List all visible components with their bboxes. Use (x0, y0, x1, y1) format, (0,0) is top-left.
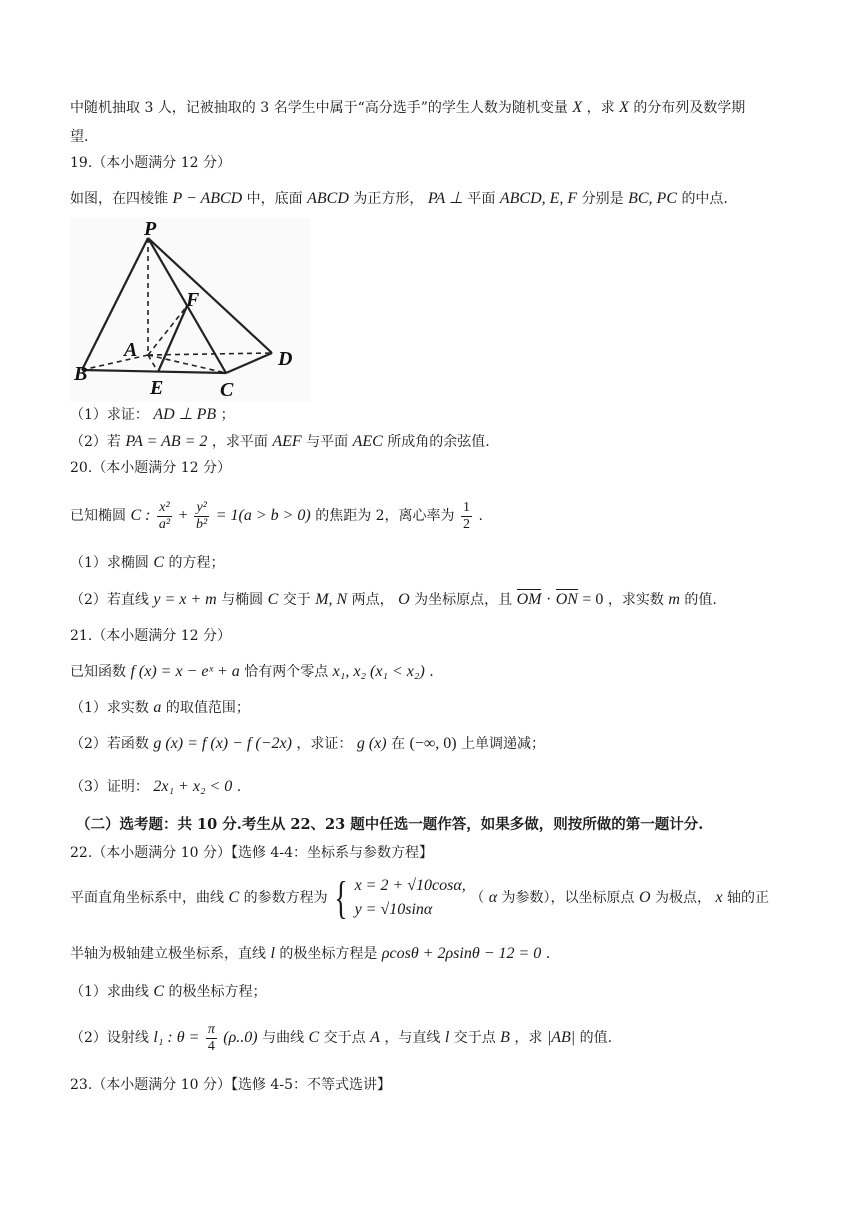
var-x: X (619, 99, 629, 116)
text: 为极点， (655, 890, 712, 906)
q22-intro (70, 870, 769, 926)
math: a (153, 699, 162, 716)
text: 为参数），以坐标原点 (501, 890, 635, 906)
text: 两点， (351, 592, 394, 608)
text: 的方程； (168, 555, 225, 571)
math: O (398, 591, 410, 608)
text: （2）设射线 (70, 1030, 149, 1046)
label-c: C (220, 379, 234, 401)
text: 交于点 (323, 1030, 366, 1046)
math: g (x) (356, 735, 387, 752)
question-header: 23.（本小题满分 10 分）【选修 4-5：不等式选讲】 (70, 1077, 391, 1093)
label-f: F (186, 289, 200, 311)
math: C (267, 591, 279, 608)
math: 2x₁ + x₂ < 0 (153, 778, 233, 795)
text: 与平面 (306, 434, 349, 450)
q20-intro (70, 493, 483, 539)
math: PA = AB = 2 (125, 433, 208, 450)
equation-x: x = 2 + √10cosα, (354, 877, 466, 894)
text: 的极坐标方程； (168, 984, 267, 1000)
q19-part2 (70, 432, 490, 452)
text: ，求实数 (607, 592, 664, 608)
math: ABCD, E, F (499, 190, 578, 207)
text: 分别是 (581, 191, 624, 207)
text: 平面直角坐标系中，曲线 (70, 890, 224, 906)
text: 的极坐标方程是 (279, 946, 378, 962)
label-b: B (74, 363, 88, 385)
text: 恰有两个零点 (244, 664, 329, 680)
q21-part3 (70, 777, 241, 797)
text: 为正方形， (353, 191, 424, 207)
math: f (x) = x − eˣ + a (130, 663, 240, 680)
text: （1）求证： (70, 407, 149, 423)
text: 已知椭圆 (70, 508, 126, 524)
question-header: 20.（本小题满分 12 分） (70, 460, 231, 476)
math: = 0 (582, 591, 604, 608)
text: （ (470, 890, 485, 906)
text: . (236, 779, 242, 795)
text: 已知函数 (70, 664, 126, 680)
math: |AB| (546, 1029, 576, 1046)
text: 的值. (579, 1030, 613, 1046)
text: 的参数方程为 (243, 890, 328, 906)
math: · (545, 591, 552, 608)
text: 交于 (282, 592, 311, 608)
text: 的取值范围； (165, 700, 250, 716)
math: C (153, 983, 165, 1000)
label-d: D (278, 348, 293, 370)
fraction-y2-b2 (194, 500, 209, 533)
math: ρcosθ + 2ρsinθ − 12 = 0 (381, 945, 542, 962)
text: 平面 (467, 191, 496, 207)
math: m (668, 591, 680, 608)
text: 的分布列及数学期 (633, 100, 746, 116)
text: 望. (70, 129, 89, 145)
label-e: E (150, 377, 164, 399)
text: （1）求曲线 (70, 984, 149, 1000)
text: 半轴为极轴建立极坐标系，直线 (70, 946, 266, 962)
math: M, N (315, 591, 348, 608)
numerator: π (207, 1021, 215, 1037)
text: （2）若函数 (70, 736, 149, 752)
text: ，求 (514, 1030, 543, 1046)
math: A (370, 1029, 380, 1046)
text: ； (220, 407, 235, 423)
label-p: P (144, 218, 157, 240)
text: ，与直线 (384, 1030, 441, 1046)
numerator: 1 (463, 499, 471, 515)
vector-om: OM (516, 591, 542, 608)
q20-part1 (70, 553, 225, 573)
pyramid-figure (70, 218, 310, 402)
text: 的焦距为 2，离心率为 (315, 508, 455, 524)
text: 在 (391, 736, 406, 752)
label-a: A (124, 339, 138, 361)
q21-part1 (70, 698, 250, 718)
math: l (270, 945, 275, 962)
text: 的中点. (681, 191, 728, 207)
text: 轴的正 (727, 890, 770, 906)
math: PA ⊥ (427, 190, 463, 207)
math: ABCD (307, 190, 349, 207)
text: . (429, 664, 434, 680)
parametric-system (355, 874, 466, 922)
text: （2）若直线 (70, 592, 149, 608)
q22-part1 (70, 982, 267, 1002)
math: AEC (352, 433, 383, 450)
q22-part2 (70, 1018, 612, 1058)
text: 与椭圆 (221, 592, 264, 608)
q18-line1 (70, 98, 745, 118)
denominator: b² (196, 516, 208, 532)
math: C (228, 889, 240, 906)
math: AD ⊥ PB (153, 406, 217, 423)
denominator: a² (158, 516, 171, 532)
math: α (488, 889, 498, 906)
math: BC, PC (628, 190, 677, 207)
text: （1）求实数 (70, 700, 149, 716)
text: （3）证明： (70, 779, 149, 795)
math: O (639, 889, 651, 906)
text: ，求 (586, 100, 615, 116)
q22-header (70, 843, 433, 863)
math: + (178, 507, 188, 524)
fraction-half (461, 500, 472, 533)
text: ，求平面 (211, 434, 268, 450)
left-brace: { (334, 872, 348, 923)
question-header: 21.（本小题满分 12 分） (70, 628, 231, 644)
text: 的值. (684, 592, 717, 608)
question-header: 19.（本小题满分 12 分） (70, 155, 231, 171)
math: l₁ : θ = (153, 1029, 200, 1046)
q23-header (70, 1075, 391, 1095)
text: 交于点 (453, 1030, 496, 1046)
denominator: 4 (207, 1038, 215, 1054)
text: 中随机抽取 3 人，记被抽取的 3 名学生中属于“高分选手”的学生人数为随机变量 (70, 100, 568, 116)
q21-part2 (70, 734, 545, 754)
math: B (500, 1029, 510, 1046)
text: 如图，在四棱锥 (70, 191, 168, 207)
text: 中，底面 (246, 191, 303, 207)
denominator: 2 (463, 516, 471, 532)
math: C : (130, 507, 151, 524)
q21-header (70, 626, 231, 646)
q21-intro (70, 662, 434, 682)
section-2-heading (76, 815, 703, 835)
var-x: X (572, 99, 583, 116)
text: 所成角的余弦值. (387, 434, 490, 450)
text: 上单调递减； (461, 736, 546, 752)
text: （1）求椭圆 (70, 555, 149, 571)
q20-header (70, 458, 231, 478)
vector-on: ON (555, 591, 578, 608)
q19-part1 (70, 405, 235, 425)
q22-line2 (70, 944, 550, 964)
math: AEF (272, 433, 302, 450)
math: P − ABCD (172, 190, 243, 207)
text: 为坐标原点，且 (414, 592, 513, 608)
q19-header (70, 153, 231, 173)
q18-line2 (70, 127, 88, 147)
text: ，求证： (296, 736, 353, 752)
math: g (x) = f (x) − f (−2x) (153, 735, 292, 752)
text: （2）若 (70, 434, 121, 450)
text: . (545, 946, 551, 962)
q20-part2 (70, 590, 717, 610)
text: 与曲线 (262, 1030, 305, 1046)
math: y = x + m (153, 591, 217, 608)
math: l (444, 1029, 450, 1046)
numerator: y² (196, 499, 207, 515)
question-header: 22.（本小题满分 10 分）【选修 4-4：坐标系与参数方程】 (70, 845, 433, 861)
text: . (478, 508, 483, 524)
math: C (153, 554, 165, 571)
equation-y: y = √10sinα (354, 901, 433, 918)
math: C (308, 1029, 320, 1046)
math: (−∞, 0) (409, 735, 457, 752)
q19-intro (70, 189, 728, 209)
numerator: x² (159, 499, 170, 515)
math: = 1(a > b > 0) (215, 507, 311, 524)
math: (ρ..0) (223, 1029, 258, 1046)
fraction-x2-a2 (157, 500, 172, 533)
fraction-pi-4 (206, 1022, 217, 1055)
math: x (715, 889, 723, 906)
math: x₁, x₂ (x₁ < x₂) (332, 663, 425, 680)
section-title: （二）选考题：共 10 分.考生从 22、23 题中任选一题作答，如果多做，则按所做的第一题计分. (76, 816, 704, 833)
